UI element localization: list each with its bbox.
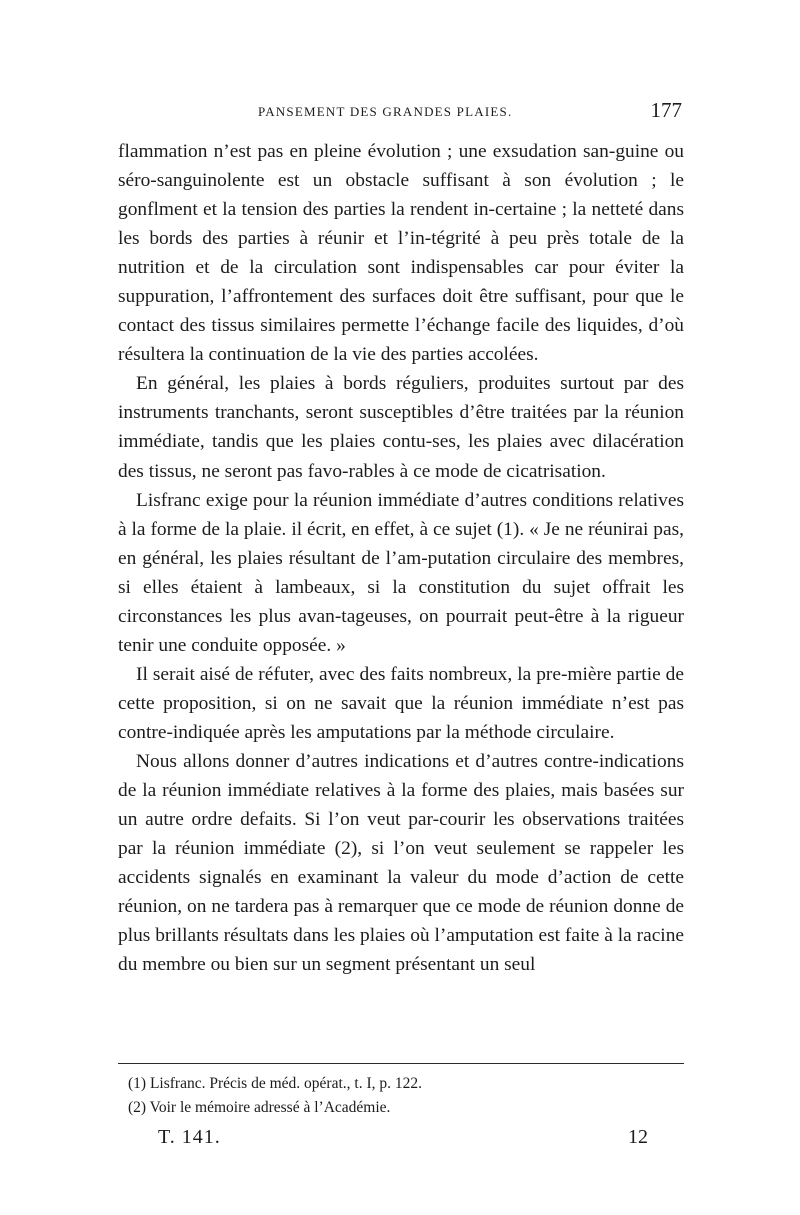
footnote-rule <box>118 1063 684 1064</box>
volume-mark: T. 141. <box>158 1126 221 1148</box>
running-title: PANSEMENT DES GRANDES PLAIES. <box>258 104 513 119</box>
paragraph-5: Nous allons donner d’autres indications et d’autres contre-indications de la réunion immédiate relatives à la forme des plaies, mais basées sur un autre ordre defaits. Si l’on veut par-courir les observations traitées par la réunion immédiate (2), si l’on veut seulement se rappeler les accidents signalés en examinant la valeur du mode d’action de cette réunion, on ne tardera pas à remarquer que ce mode de réunion donne de plus brillants résultats dans les plaies où l’amputation est faite à la racine du membre ou bien sur un segment présentant un seul <box>118 750 684 976</box>
body-text <box>118 137 684 979</box>
page-number: 177 <box>650 98 682 122</box>
paragraph-2: En général, les plaies à bords réguliers, produites surtout par des instruments tranchants, seront susceptibles d’être traitées par la réunion immédiate, tandis que les plaies contu-ses, les plaies avec dilacération des tissus, ne seront pas favo-rables à ce mode de cicatrisation. <box>118 373 684 482</box>
footnote-1: (1) Lisfranc. Précis de méd. opérat., t. I, p. 122. <box>128 1075 422 1092</box>
paragraph-4: Il serait aisé de réfuter, avec des faits nombreux, la pre-mière partie de cette proposition, si on ne savait que la réunion immédiate n’est pas contre-indiquée après les amputations par la méthode circulaire. <box>118 663 684 743</box>
footnote-2: (2) Voir le mémoire adressé à l’Académie. <box>128 1099 391 1116</box>
printer-signature <box>128 1126 648 1156</box>
sheet-mark: 12 <box>628 1126 648 1148</box>
paragraph-3: Lisfranc exige pour la réunion immédiate d’autres conditions relatives à la forme de la plaie. il écrit, en effet, à ce sujet (1). « Je ne réunirai pas, en général, les plaies résultant de l’am-putation circulaire des membres, si elles étaient à lambeaux, si la constitution du sujet offrait les circonstances les plus avan-tageuses, on pourrait peut-être à la rigueur tenir une conduite opposée. » <box>118 489 684 656</box>
paragraph-1: flammation n’est pas en pleine évolution ; une exsudation san-guine ou séro-sanguinolente est un obstacle suffisant à son évolution ; le gonflment et la tension des parties la rendent in-certaine ; la netteté dans les bords des parties à réunir et l’in-tégrité à peu près totale de la nutrition et de la circulation sont indispensables car pour éviter la suppuration, l’affrontement des surfaces doit être suffisant, pour que le contact des tissus similaires permette l’échange facile des liquides, d’où résultera la continuation de la vie des parties accolées. <box>118 141 684 366</box>
footnotes <box>128 1072 684 1120</box>
page-header <box>118 98 682 128</box>
